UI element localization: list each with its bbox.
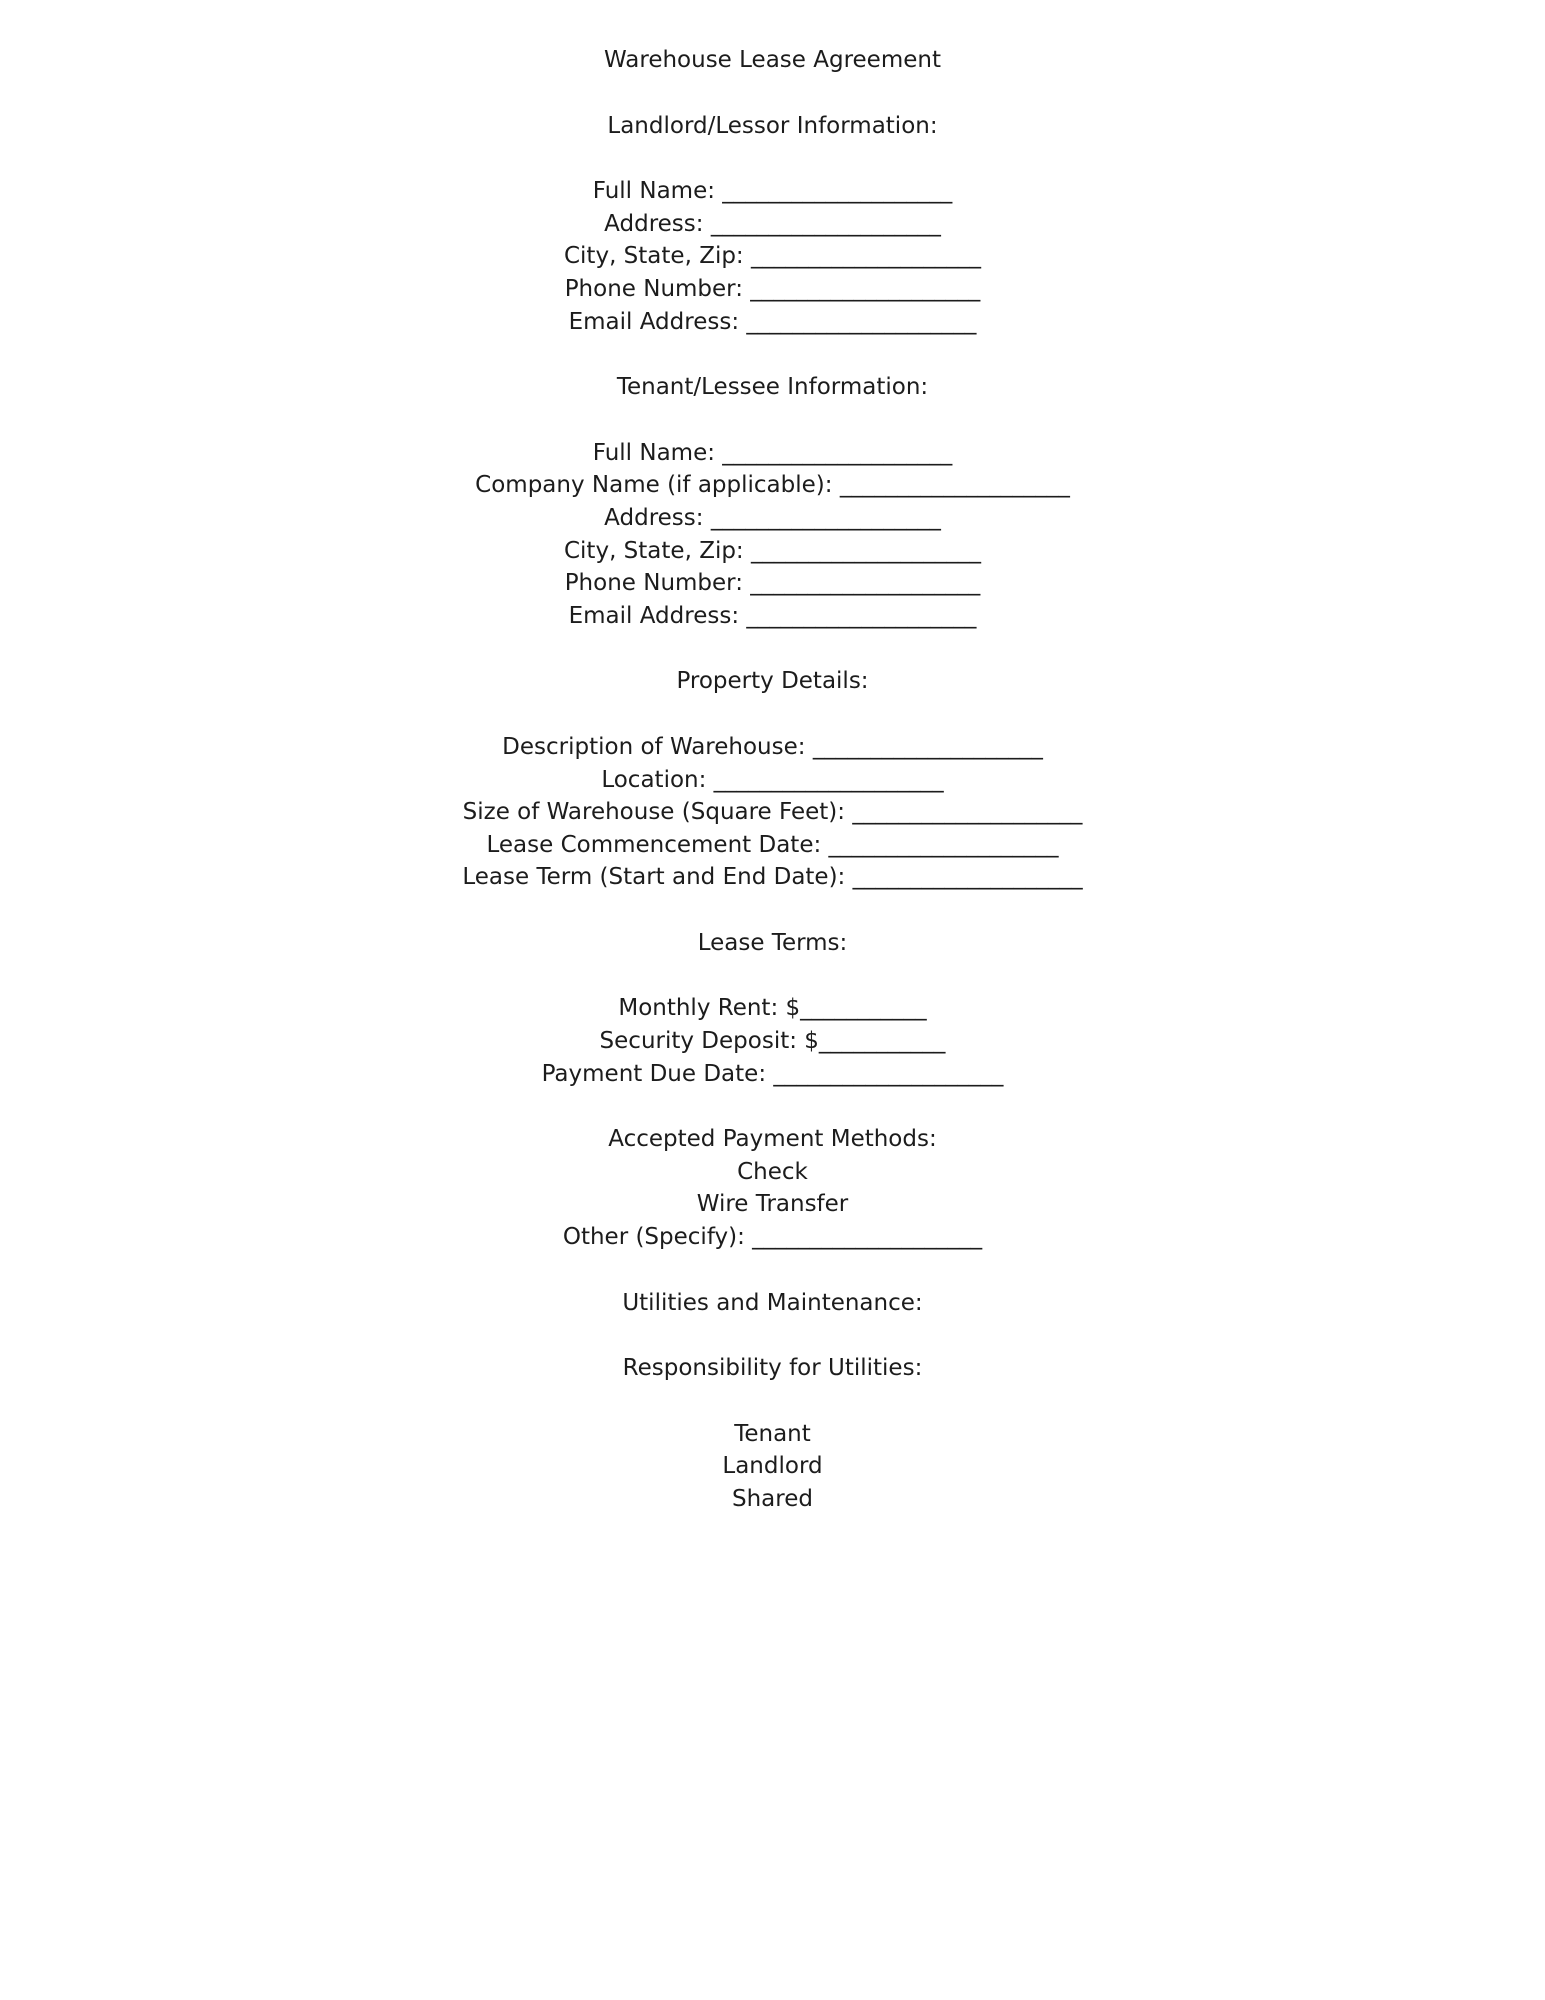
- form-line-tenant-company-name: Company Name (if applicable): ____________________: [475, 472, 1070, 499]
- form-line-landlord-city-state-zip: City, State, Zip: ____________________: [563, 243, 981, 270]
- section-lease-terms: [0, 992, 1545, 1090]
- section-heading-utilities-responsibility: Responsibility for Utilities:: [622, 1355, 923, 1382]
- form-line-tenant-address: Address: ____________________: [604, 504, 941, 531]
- form-line-payment-due-date: Payment Due Date: ____________________: [541, 1060, 1004, 1087]
- section-property: [0, 731, 1545, 894]
- form-line-property-size: Size of Warehouse (Square Feet): ____________________: [462, 799, 1083, 826]
- form-line-property-description: Description of Warehouse: ____________________: [502, 733, 1043, 760]
- form-line-tenant-phone: Phone Number: ____________________: [564, 570, 981, 597]
- section-utilities-options: [0, 1418, 1545, 1516]
- section-heading-landlord: Landlord/Lessor Information:: [607, 112, 938, 139]
- section-heading-payment-methods: Accepted Payment Methods:: [608, 1126, 937, 1153]
- payment-method-other: Other (Specify): ____________________: [562, 1224, 983, 1251]
- form-line-property-lease-term: Lease Term (Start and End Date): ____________________: [462, 864, 1083, 891]
- form-line-tenant-full-name: Full Name: ____________________: [592, 439, 953, 466]
- form-line-landlord-email: Email Address: ____________________: [568, 308, 977, 335]
- form-line-landlord-full-name: Full Name: ____________________: [592, 178, 953, 205]
- utilities-option-landlord: Landlord: [722, 1453, 823, 1480]
- form-line-property-location: Location: ____________________: [601, 766, 944, 793]
- section-heading-utilities: Utilities and Maintenance:: [622, 1289, 923, 1316]
- section-heading-tenant: Tenant/Lessee Information:: [616, 374, 929, 401]
- section-payment-methods: [0, 1123, 1545, 1253]
- payment-method-wire-transfer: Wire Transfer: [696, 1191, 849, 1218]
- section-heading-lease-terms: Lease Terms:: [697, 929, 848, 956]
- form-line-landlord-phone: Phone Number: ____________________: [564, 275, 981, 302]
- section-heading-property: Property Details:: [676, 668, 869, 695]
- form-line-tenant-city-state-zip: City, State, Zip: ____________________: [563, 537, 981, 564]
- form-line-landlord-address: Address: ____________________: [604, 210, 941, 237]
- utilities-option-shared: Shared: [732, 1486, 813, 1512]
- form-line-property-commencement-date: Lease Commencement Date: ____________________: [486, 831, 1059, 858]
- form-line-monthly-rent: Monthly Rent: $___________: [618, 995, 927, 1022]
- section-landlord: [0, 175, 1545, 338]
- form-line-security-deposit: Security Deposit: $___________: [599, 1028, 946, 1055]
- form-line-tenant-email: Email Address: ____________________: [568, 602, 977, 629]
- document-title: Warehouse Lease Agreement: [604, 47, 941, 73]
- utilities-option-tenant: Tenant: [734, 1420, 811, 1447]
- payment-method-check: Check: [737, 1158, 808, 1185]
- section-tenant: [0, 437, 1545, 633]
